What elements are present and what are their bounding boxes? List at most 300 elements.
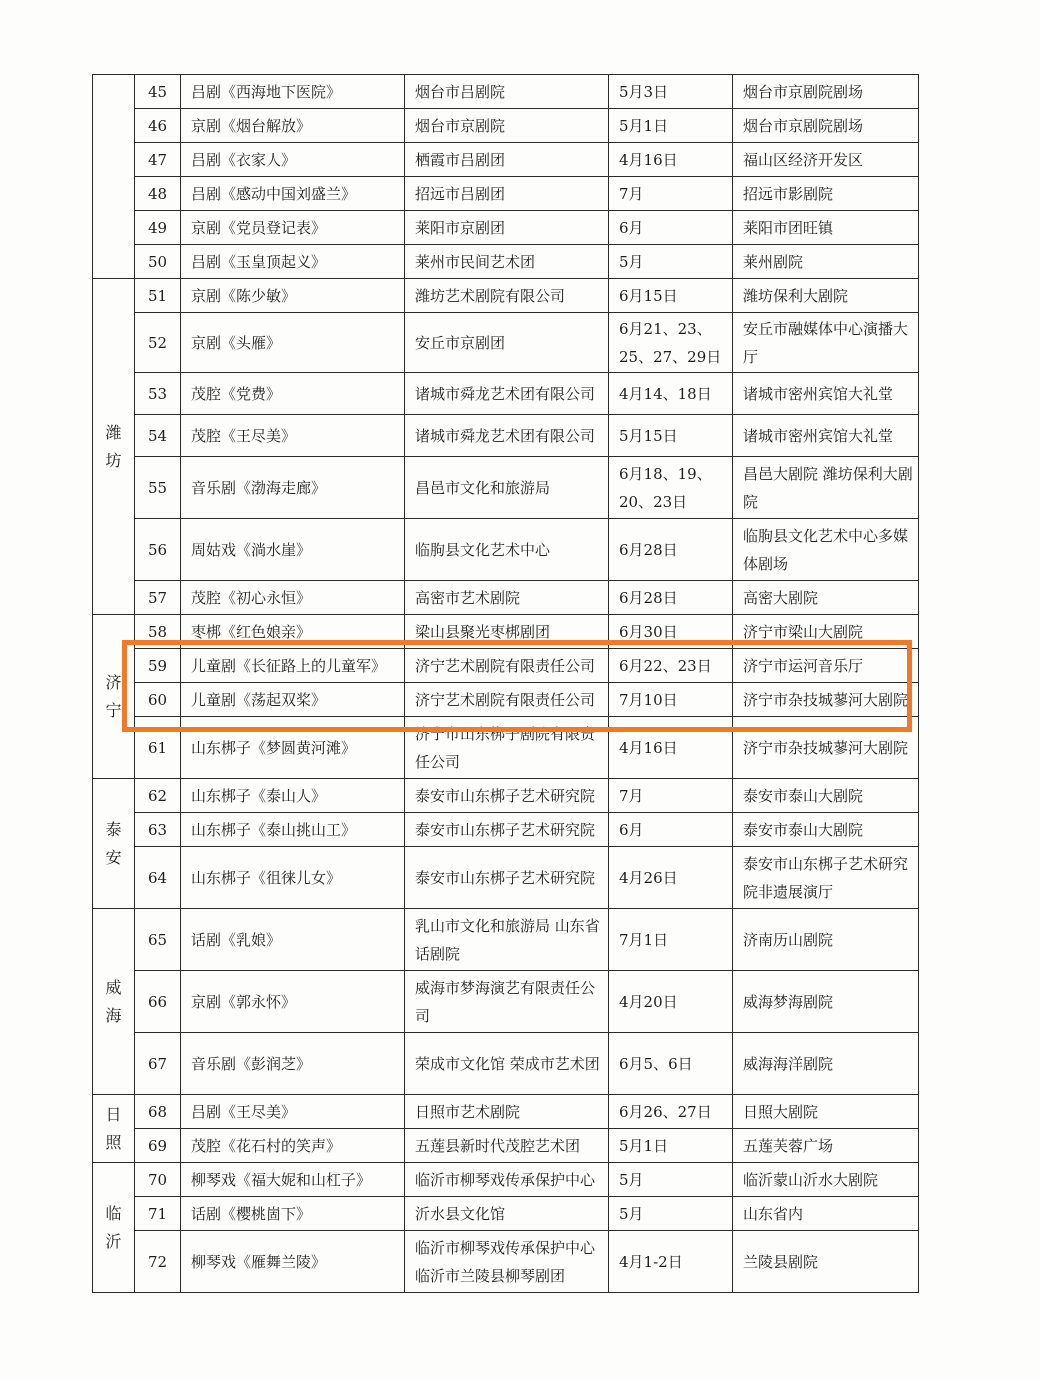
program-title-cell (181, 279, 405, 313)
organization: 烟台市吕剧院 (415, 82, 506, 101)
organization-cell (405, 211, 609, 245)
program-title-cell (181, 313, 405, 373)
organization-cell (405, 1163, 609, 1197)
performance-date: 5月15日 (619, 426, 678, 445)
organization: 临沂市柳琴戏传承保护中心 (415, 1170, 596, 1189)
performance-date-cell (609, 519, 733, 581)
program-title: 茂腔《初心永恒》 (191, 588, 312, 607)
venue-cell (733, 1129, 919, 1163)
performance-date-cell (609, 1095, 733, 1129)
program-title-cell (181, 847, 405, 909)
row-number-cell (135, 813, 181, 847)
venue: 威海海洋剧院 (743, 1054, 834, 1073)
region-cell: 日照 (93, 1095, 135, 1163)
program-title: 山东梆子《徂徕儿女》 (191, 868, 342, 887)
performance-date: 6月21、23、25、27、29日 (619, 319, 722, 366)
row-number-cell (135, 615, 181, 649)
performance-date-cell (609, 779, 733, 813)
table-row (93, 683, 919, 717)
program-title: 山东梆子《泰山人》 (191, 786, 327, 805)
organization: 招远市吕剧团 (415, 184, 506, 203)
performance-schedule-table (92, 74, 919, 1293)
table-row (93, 109, 919, 143)
organization: 乳山市文化和旅游局 山东省话剧院 (415, 916, 600, 963)
venue: 临朐县文化艺术中心多媒体剧场 (743, 526, 909, 573)
program-title: 话剧《乳娘》 (191, 930, 282, 949)
performance-date-cell (609, 279, 733, 313)
performance-date-cell (609, 971, 733, 1033)
performance-date: 6月28日 (619, 588, 678, 607)
table-row (93, 909, 919, 971)
organization: 泰安市山东梆子艺术研究院 (415, 786, 596, 805)
venue-cell (733, 211, 919, 245)
row-number-cell (135, 1163, 181, 1197)
performance-date: 6月15日 (619, 286, 678, 305)
performance-date: 6月30日 (619, 622, 678, 641)
performance-date-cell (609, 909, 733, 971)
venue-cell (733, 143, 919, 177)
row-number-cell (135, 909, 181, 971)
performance-date: 6月26、27日 (619, 1102, 712, 1121)
performance-date-cell (609, 1033, 733, 1095)
venue-cell (733, 1033, 919, 1095)
row-number: 52 (147, 333, 168, 352)
program-title-cell (181, 1095, 405, 1129)
venue: 威海梦海剧院 (743, 992, 834, 1011)
performance-date-cell (609, 813, 733, 847)
program-title: 枣梆《红色娘亲》 (191, 622, 312, 641)
row-number-cell (135, 649, 181, 683)
row-number: 45 (147, 82, 168, 101)
program-title-cell (181, 1033, 405, 1095)
row-number: 70 (147, 1170, 168, 1189)
row-number: 54 (147, 426, 168, 445)
table-row (93, 779, 919, 813)
performance-date-cell (609, 581, 733, 615)
organization: 泰安市山东梆子艺术研究院 (415, 868, 596, 887)
program-title-cell (181, 649, 405, 683)
table-row (93, 1197, 919, 1231)
organization: 日照市艺术剧院 (415, 1102, 521, 1121)
table-row (93, 717, 919, 779)
table-row (93, 279, 919, 313)
performance-date: 5月1日 (619, 1136, 669, 1155)
venue-cell (733, 1095, 919, 1129)
program-title: 音乐剧《彭润芝》 (191, 1054, 312, 1073)
venue-cell (733, 717, 919, 779)
performance-date: 4月1-2日 (619, 1252, 683, 1271)
table-row (93, 649, 919, 683)
table-row (93, 143, 919, 177)
venue-cell (733, 615, 919, 649)
row-number-cell (135, 847, 181, 909)
table-row (93, 1129, 919, 1163)
performance-date-cell (609, 177, 733, 211)
organization: 沂水县文化馆 (415, 1204, 506, 1223)
venue: 济宁市运河音乐厅 (743, 656, 864, 675)
program-title-cell (181, 457, 405, 519)
organization-cell (405, 519, 609, 581)
program-title-cell (181, 143, 405, 177)
row-number: 67 (147, 1054, 168, 1073)
row-number: 59 (147, 656, 168, 675)
performance-date-cell (609, 649, 733, 683)
venue: 莱州剧院 (743, 252, 804, 271)
program-title: 柳琴戏《福大妮和山杠子》 (191, 1170, 372, 1189)
program-title: 吕剧《玉皇顶起义》 (191, 252, 327, 271)
row-number-cell (135, 1095, 181, 1129)
table-row (93, 813, 919, 847)
row-number: 72 (147, 1252, 168, 1271)
organization: 梁山县聚光枣梆剧团 (415, 622, 551, 641)
program-title-cell (181, 1163, 405, 1197)
row-number: 65 (147, 930, 168, 949)
venue: 烟台市京剧院剧场 (743, 116, 864, 135)
program-title-cell (181, 75, 405, 109)
venue-cell (733, 279, 919, 313)
performance-date-cell (609, 1163, 733, 1197)
performance-date: 6月 (619, 820, 644, 839)
program-title-cell (181, 1197, 405, 1231)
performance-date: 6月18、19、20、23日 (619, 464, 712, 511)
region-cell: 临沂 (93, 1163, 135, 1293)
table-row (93, 519, 919, 581)
venue-cell (733, 813, 919, 847)
row-number: 64 (147, 868, 168, 887)
organization-cell (405, 779, 609, 813)
venue: 临沂蒙山沂水大剧院 (743, 1170, 879, 1189)
organization: 昌邑市文化和旅游局 (415, 478, 551, 497)
program-title-cell (181, 683, 405, 717)
row-number-cell (135, 683, 181, 717)
program-title: 柳琴戏《雁舞兰陵》 (191, 1252, 327, 1271)
organization: 莱州市民间艺术团 (415, 252, 536, 271)
performance-date-cell (609, 313, 733, 373)
row-number-cell (135, 109, 181, 143)
organization: 五莲县新时代茂腔艺术团 (415, 1136, 581, 1155)
performance-date-cell (609, 373, 733, 415)
program-title: 山东梆子《泰山挑山工》 (191, 820, 357, 839)
program-title: 吕剧《衣家人》 (191, 150, 297, 169)
organization-cell (405, 717, 609, 779)
venue: 济宁市杂技城蓼河大剧院 (743, 690, 909, 709)
performance-date-cell (609, 109, 733, 143)
venue-cell (733, 373, 919, 415)
row-number: 56 (147, 540, 168, 559)
organization: 威海市梦海演艺有限责任公司 (415, 978, 596, 1025)
organization-cell (405, 971, 609, 1033)
venue: 泰安市山东梆子艺术研究院非遗展演厅 (743, 854, 909, 901)
row-number: 48 (147, 184, 168, 203)
row-number-cell (135, 1033, 181, 1095)
venue: 济宁市梁山大剧院 (743, 622, 864, 641)
venue-cell (733, 649, 919, 683)
performance-date: 5月3日 (619, 82, 669, 101)
program-title: 话剧《樱桃崮下》 (191, 1204, 312, 1223)
performance-date-cell (609, 683, 733, 717)
row-number-cell (135, 373, 181, 415)
table-row (93, 177, 919, 211)
venue: 山东省内 (743, 1204, 804, 1223)
organization-cell (405, 1129, 609, 1163)
row-number: 66 (147, 992, 168, 1011)
row-number-cell (135, 245, 181, 279)
venue-cell (733, 909, 919, 971)
program-title: 京剧《头雁》 (191, 333, 282, 352)
program-title: 京剧《烟台解放》 (191, 116, 312, 135)
region-cell: 济宁 (93, 615, 135, 779)
organization-cell (405, 615, 609, 649)
venue-cell (733, 457, 919, 519)
organization-cell (405, 1231, 609, 1293)
performance-date-cell (609, 415, 733, 457)
row-number: 49 (147, 218, 168, 237)
organization-cell (405, 847, 609, 909)
organization: 济宁市山东梆子剧院有限责任公司 (415, 724, 596, 771)
performance-date: 5月 (619, 252, 644, 271)
row-number: 57 (147, 588, 168, 607)
performance-date-cell (609, 211, 733, 245)
organization: 诸城市舜龙艺术团有限公司 (415, 426, 596, 445)
row-number-cell (135, 75, 181, 109)
program-title-cell (181, 581, 405, 615)
organization-cell (405, 909, 609, 971)
venue: 泰安市泰山大剧院 (743, 820, 864, 839)
organization: 临沂市柳琴戏传承保护中心 临沂市兰陵县柳琴剧团 (415, 1238, 596, 1285)
organization-cell (405, 245, 609, 279)
performance-date-cell (609, 1231, 733, 1293)
table-row (93, 1095, 919, 1129)
table-row (93, 415, 919, 457)
venue-cell (733, 75, 919, 109)
organization: 栖霞市吕剧团 (415, 150, 506, 169)
performance-date: 6月28日 (619, 540, 678, 559)
organization-cell (405, 143, 609, 177)
program-title-cell (181, 245, 405, 279)
program-title-cell (181, 1231, 405, 1293)
row-number: 58 (147, 622, 168, 641)
organization: 潍坊艺术剧院有限公司 (415, 286, 566, 305)
table-row (93, 581, 919, 615)
program-title-cell (181, 971, 405, 1033)
performance-date: 5月 (619, 1204, 644, 1223)
organization-cell (405, 313, 609, 373)
table-row (93, 457, 919, 519)
row-number-cell (135, 143, 181, 177)
venue: 莱阳市团旺镇 (743, 218, 834, 237)
organization-cell (405, 1197, 609, 1231)
venue-cell (733, 313, 919, 373)
row-number-cell (135, 457, 181, 519)
program-title: 吕剧《西海地下医院》 (191, 82, 342, 101)
row-number-cell (135, 581, 181, 615)
venue-cell (733, 415, 919, 457)
program-title-cell (181, 415, 405, 457)
performance-date: 4月16日 (619, 150, 678, 169)
venue: 五莲芙蓉广场 (743, 1136, 834, 1155)
performance-date: 6月5、6日 (619, 1054, 693, 1073)
organization: 济宁艺术剧院有限责任公司 (415, 656, 596, 675)
venue-cell (733, 177, 919, 211)
program-title: 吕剧《王尽美》 (191, 1102, 297, 1121)
table-row (93, 313, 919, 373)
venue: 诸城市密州宾馆大礼堂 (743, 426, 894, 445)
row-number-cell (135, 313, 181, 373)
row-number-cell (135, 1197, 181, 1231)
program-title-cell (181, 177, 405, 211)
venue-cell (733, 847, 919, 909)
row-number-cell (135, 279, 181, 313)
venue-cell (733, 245, 919, 279)
region-cell: 潍坊 (93, 279, 135, 615)
program-title: 山东梆子《梦圆黄河滩》 (191, 738, 357, 757)
row-number-cell (135, 779, 181, 813)
performance-date: 5月1日 (619, 116, 669, 135)
table-row (93, 1033, 919, 1095)
region-cell: 威海 (93, 909, 135, 1095)
venue: 潍坊保利大剧院 (743, 286, 849, 305)
program-title-cell (181, 109, 405, 143)
table-row (93, 971, 919, 1033)
row-number: 47 (147, 150, 168, 169)
table-row (93, 75, 919, 109)
venue-cell (733, 779, 919, 813)
performance-date: 6月22、23日 (619, 656, 712, 675)
organization-cell (405, 813, 609, 847)
venue: 安丘市融媒体中心演播大厅 (743, 319, 909, 366)
performance-date-cell (609, 847, 733, 909)
organization-cell (405, 75, 609, 109)
row-number: 50 (147, 252, 168, 271)
row-number-cell (135, 211, 181, 245)
region-cell (93, 75, 135, 279)
organization: 安丘市京剧团 (415, 333, 506, 352)
program-title-cell (181, 1129, 405, 1163)
row-number-cell (135, 519, 181, 581)
venue-cell (733, 581, 919, 615)
program-title: 京剧《党员登记表》 (191, 218, 327, 237)
program-title: 吕剧《感动中国刘盛兰》 (191, 184, 357, 203)
table-row (93, 847, 919, 909)
venue: 招远市影剧院 (743, 184, 834, 203)
row-number-cell (135, 1129, 181, 1163)
organization-cell (405, 373, 609, 415)
performance-date-cell (609, 245, 733, 279)
organization-cell (405, 1033, 609, 1095)
row-number-cell (135, 415, 181, 457)
program-title-cell (181, 211, 405, 245)
program-title-cell (181, 779, 405, 813)
venue: 济南历山剧院 (743, 930, 834, 949)
program-title: 茂腔《党费》 (191, 384, 282, 403)
organization-cell (405, 109, 609, 143)
venue-cell (733, 109, 919, 143)
performance-date: 6月 (619, 218, 644, 237)
venue: 诸城市密州宾馆大礼堂 (743, 384, 894, 403)
organization-cell (405, 683, 609, 717)
venue-cell (733, 519, 919, 581)
performance-date: 7月10日 (619, 690, 678, 709)
program-title: 京剧《郭永怀》 (191, 992, 297, 1011)
organization: 济宁艺术剧院有限责任公司 (415, 690, 596, 709)
row-number: 68 (147, 1102, 168, 1121)
program-title: 音乐剧《渤海走廊》 (191, 478, 327, 497)
performance-date-cell (609, 1197, 733, 1231)
table-row (93, 245, 919, 279)
row-number: 51 (147, 286, 168, 305)
organization: 高密市艺术剧院 (415, 588, 521, 607)
venue: 福山区经济开发区 (743, 150, 864, 169)
row-number: 53 (147, 384, 168, 403)
program-title: 茂腔《花石村的笑声》 (191, 1136, 342, 1155)
table-row (93, 1231, 919, 1293)
performance-date-cell (609, 457, 733, 519)
organization: 烟台市京剧院 (415, 116, 506, 135)
performance-date: 4月14、18日 (619, 384, 712, 403)
organization-cell (405, 1095, 609, 1129)
venue: 日照大剧院 (743, 1102, 819, 1121)
performance-date: 4月16日 (619, 738, 678, 757)
performance-date-cell (609, 717, 733, 779)
row-number: 46 (147, 116, 168, 135)
organization-cell (405, 649, 609, 683)
organization-cell (405, 415, 609, 457)
venue: 兰陵县剧院 (743, 1252, 819, 1271)
venue-cell (733, 1163, 919, 1197)
program-title-cell (181, 717, 405, 779)
organization: 莱阳市京剧团 (415, 218, 506, 237)
venue-cell (733, 971, 919, 1033)
row-number-cell (135, 717, 181, 779)
venue: 烟台市京剧院剧场 (743, 82, 864, 101)
row-number: 69 (147, 1136, 168, 1155)
venue: 济宁市杂技城蓼河大剧院 (743, 738, 909, 757)
program-title: 周姑戏《淌水崖》 (191, 540, 312, 559)
row-number: 63 (147, 820, 168, 839)
table-row (93, 1163, 919, 1197)
venue-cell (733, 1197, 919, 1231)
organization-cell (405, 177, 609, 211)
table-row (93, 615, 919, 649)
performance-date-cell (609, 143, 733, 177)
table-row (93, 211, 919, 245)
row-number-cell (135, 1231, 181, 1293)
organization-cell (405, 457, 609, 519)
row-number: 55 (147, 478, 168, 497)
performance-date-cell (609, 615, 733, 649)
performance-date-cell (609, 75, 733, 109)
row-number: 62 (147, 786, 168, 805)
program-title-cell (181, 615, 405, 649)
venue: 昌邑大剧院 潍坊保利大剧院 (743, 464, 913, 511)
table-row (93, 373, 919, 415)
row-number-cell (135, 177, 181, 211)
venue-cell (733, 683, 919, 717)
performance-date: 5月 (619, 1170, 644, 1189)
performance-date: 7月 (619, 786, 644, 805)
row-number: 61 (147, 738, 168, 757)
organization: 临朐县文化艺术中心 (415, 540, 551, 559)
organization-cell (405, 581, 609, 615)
organization: 泰安市山东梆子艺术研究院 (415, 820, 596, 839)
program-title: 茂腔《王尽美》 (191, 426, 297, 445)
row-number-cell (135, 971, 181, 1033)
performance-date: 7月 (619, 184, 644, 203)
organization: 诸城市舜龙艺术团有限公司 (415, 384, 596, 403)
program-title-cell (181, 909, 405, 971)
program-title: 京剧《陈少敏》 (191, 286, 297, 305)
program-title-cell (181, 373, 405, 415)
